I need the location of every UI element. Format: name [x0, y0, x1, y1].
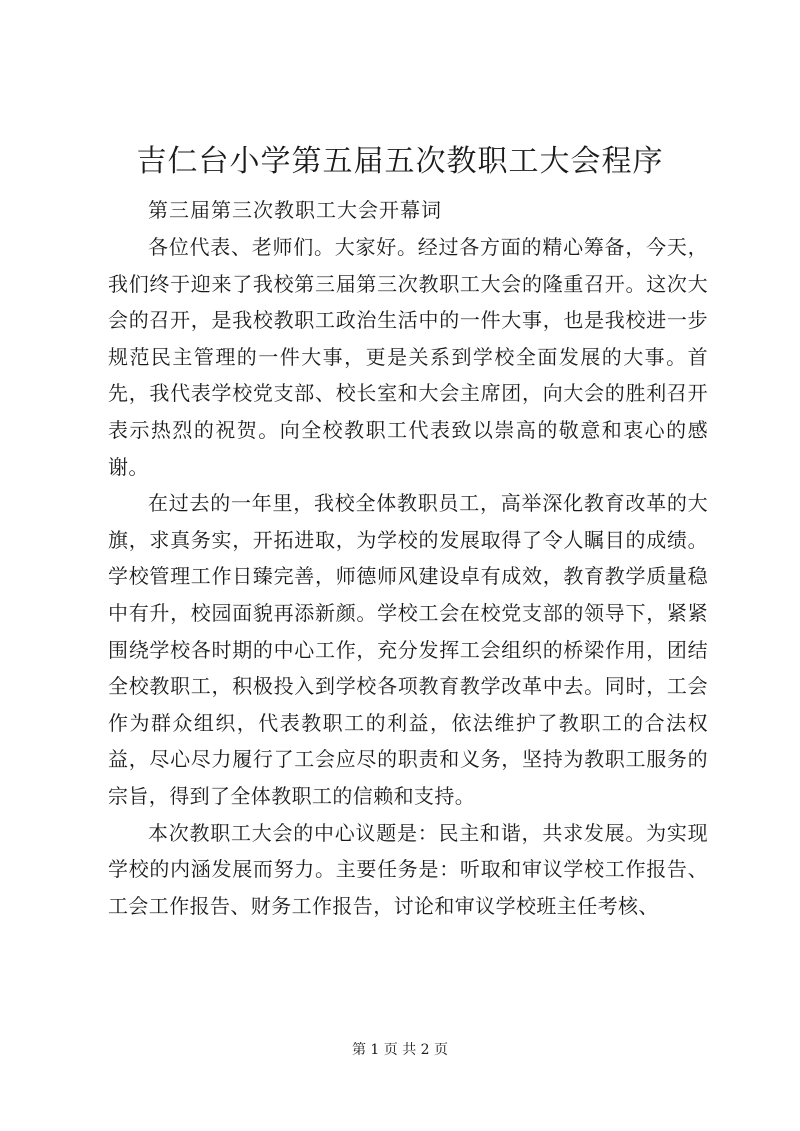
page-number-footer: 第 1 页 共 2 页 [351, 1042, 449, 1058]
paragraph-opening: 各位代表、老师们。大家好。经过各方面的精心筹备，今天，我们终于迎来了我校第三届第三次教职工大会的隆重召开。这次大会的召开，是我校教职工政治生活中的一件大事，也是我校进一步规范民主管理的一件大事，更是关系到学校全面发展的大事。首先，我代表学校党支部、校长室和大会主席团，向大会的胜利召开表示热烈的祝贺。向全校教职工代表致以崇高的敬意和衷心的感谢。 [108, 235, 708, 479]
document-body [108, 195, 708, 924]
document-subtitle: 第三届第三次教职工大会开幕词 [148, 198, 442, 222]
paragraph-agenda: 本次教职工大会的中心议题是：民主和谐，共求发展。为实现学校的内涵发展而努力。主要任务是：听取和审议学校工作报告、工会工作报告、财务工作报告，讨论和审议学校班主任考核、 [108, 820, 708, 918]
paragraph-past-year: 在过去的一年里，我校全体教职员工，高举深化教育改革的大旗，求真务实，开拓进取，为学校的发展取得了令人瞩目的成绩。学校管理工作日臻完善，师德师风建设卓有成效，教育教学质量稳中有升，校园面貌再添新颜。学校工会在校党支部的领导下，紧紧围绕学校各时期的中心工作，充分发挥工会组织的桥梁作用，团结全校教职工，积极投入到学校各项教育教学改革中去。同时，工会作为群众组织，代表教职工的利益，依法维护了教职工的合法权益，尽心尽力履行了工会应尽的职责和义务，坚持为教职工服务的宗旨，得到了全体教职工的信赖和支持。 [108, 491, 708, 808]
document-title: 吉仁台小学第五届五次教职工大会程序 [136, 144, 664, 179]
